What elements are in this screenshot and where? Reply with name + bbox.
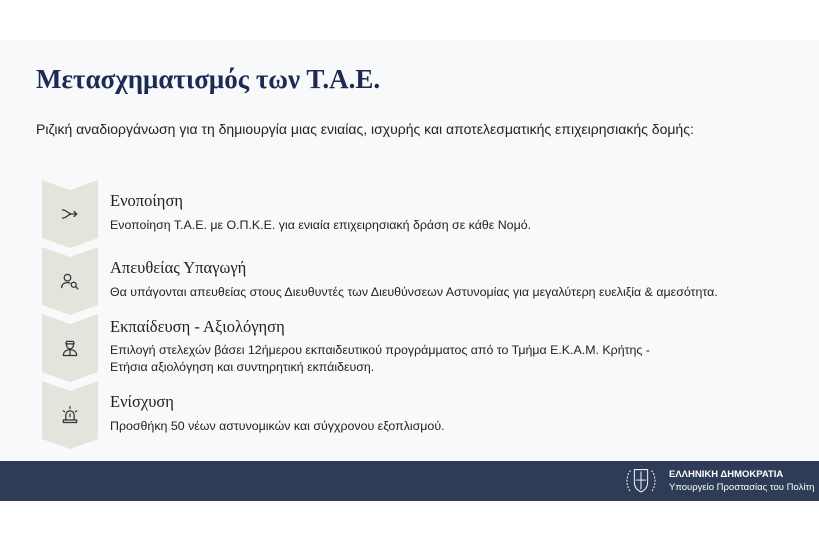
step-title-2: Απευθείας Υπαγωγή (110, 258, 247, 277)
page-title: Μετασχηματισμός των Τ.Α.Ε. (36, 64, 381, 94)
page-subtitle: Ριζική αναδιοργάνωση για τη δημιουργία μιας ενιαίας, ισχυρής και αποτελεσματικής επιχειρησιακής δομής: (36, 121, 694, 137)
step-desc-2: Θα υπάγονται απευθείας στους Διευθυντές των Διευθύνσεων Αστυνομίας για μεγαλύτερη ευελιξία & αμεσότητα. (110, 285, 718, 299)
step-desc-1: Ενοποίηση Τ.Α.Ε. με Ο.Π.Κ.Ε. για ενιαία επιχειρησιακή δράση σε κάθε Νομό. (110, 218, 532, 232)
step-desc-4: Προσθήκη 50 νέων αστυνομικών και σύγχρονου εξοπλισμού. (110, 419, 445, 433)
siren-icon (60, 405, 80, 425)
slide (0, 40, 819, 461)
footer-bar (0, 461, 819, 501)
step-desc-3b: Ετήσια αξιολόγηση και συντηρητική εκπάιδευση. (110, 360, 375, 374)
step-title-4: Ενίσχυση (110, 392, 174, 411)
merge-arrow-icon (60, 204, 80, 224)
footer-ministry: Υπουργείο Προστασίας του Πολίτη (669, 482, 815, 493)
step-chevron-1 (42, 180, 98, 248)
user-search-icon (60, 271, 80, 291)
footer-republic: ΕΛΛΗΝΙΚΗ ΔΗΜΟΚΡΑΤΙΑ (669, 469, 784, 480)
officer-icon (60, 338, 80, 358)
step-title-1: Ενοποίηση (110, 191, 183, 210)
greek-coat-of-arms-icon (622, 462, 660, 500)
step-chevron-4 (42, 381, 98, 449)
step-chevron-3 (42, 314, 98, 382)
step-title-3: Εκπαίδευση - Αξιολόγηση (110, 317, 285, 336)
step-chevron-2 (42, 247, 98, 315)
step-desc-3a: Επιλογή στελεχών βάσει 12ήμερου εκπαιδευτικού προγράμματος από το Τμήμα Ε.Κ.Α.Μ. Κρήτης - (110, 343, 650, 357)
